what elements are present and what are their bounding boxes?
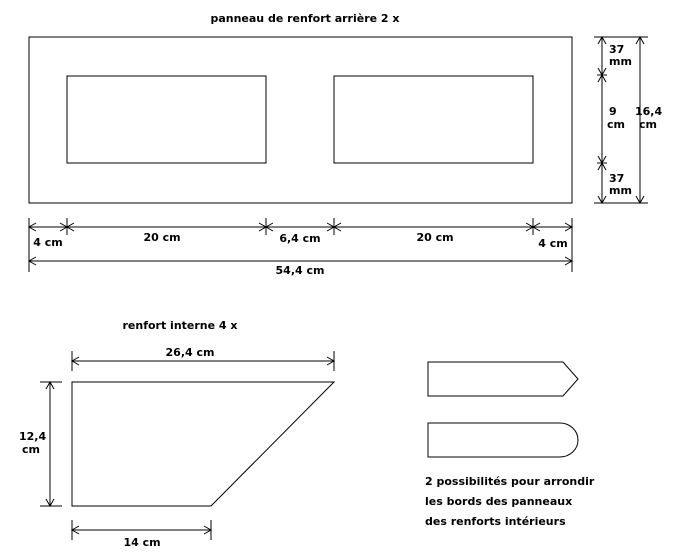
panel-outline	[29, 37, 572, 203]
dim-cm-total-height: cm	[639, 118, 657, 131]
note-line-3: des renforts intérieurs	[425, 515, 566, 528]
dim-54-4cm: 54,4 cm	[275, 264, 325, 277]
dim-mm-bottom: mm	[609, 184, 632, 197]
dim-9: 9	[609, 105, 617, 118]
dim-16-4: 16,4	[635, 105, 663, 118]
internal-title: renfort interne 4 x	[122, 319, 238, 332]
dim-37-top: 37	[609, 43, 625, 56]
edge-option-rounded	[428, 423, 578, 457]
dim-37-bottom: 37	[609, 172, 625, 185]
panel-title: panneau de renfort arrière 2 x	[210, 12, 400, 25]
dim-12-4: 12,4	[19, 430, 47, 443]
dim-cm-middle: cm	[607, 118, 625, 131]
dim-14cm: 14 cm	[123, 536, 161, 549]
dim-cm-internal: cm	[22, 443, 40, 456]
dim-mm-top: mm	[609, 55, 632, 68]
note-line-2: les bords des panneaux	[425, 495, 573, 508]
dim-4cm-right: 4 cm	[538, 237, 568, 250]
dim-20cm-right: 20 cm	[416, 231, 454, 244]
internal-reinforcement-shape	[72, 382, 334, 506]
edge-option-chamfered	[428, 362, 578, 396]
dim-4cm-left: 4 cm	[33, 236, 63, 249]
dim-6-4cm: 6,4 cm	[279, 232, 321, 245]
panel-window-left	[67, 76, 266, 163]
panel-window-right	[334, 76, 533, 163]
dim-26-4cm: 26,4 cm	[165, 346, 215, 359]
internal-height-dimension	[40, 382, 62, 506]
note-line-1: 2 possibilités pour arrondir	[425, 475, 595, 488]
dim-20cm-left: 20 cm	[143, 231, 181, 244]
